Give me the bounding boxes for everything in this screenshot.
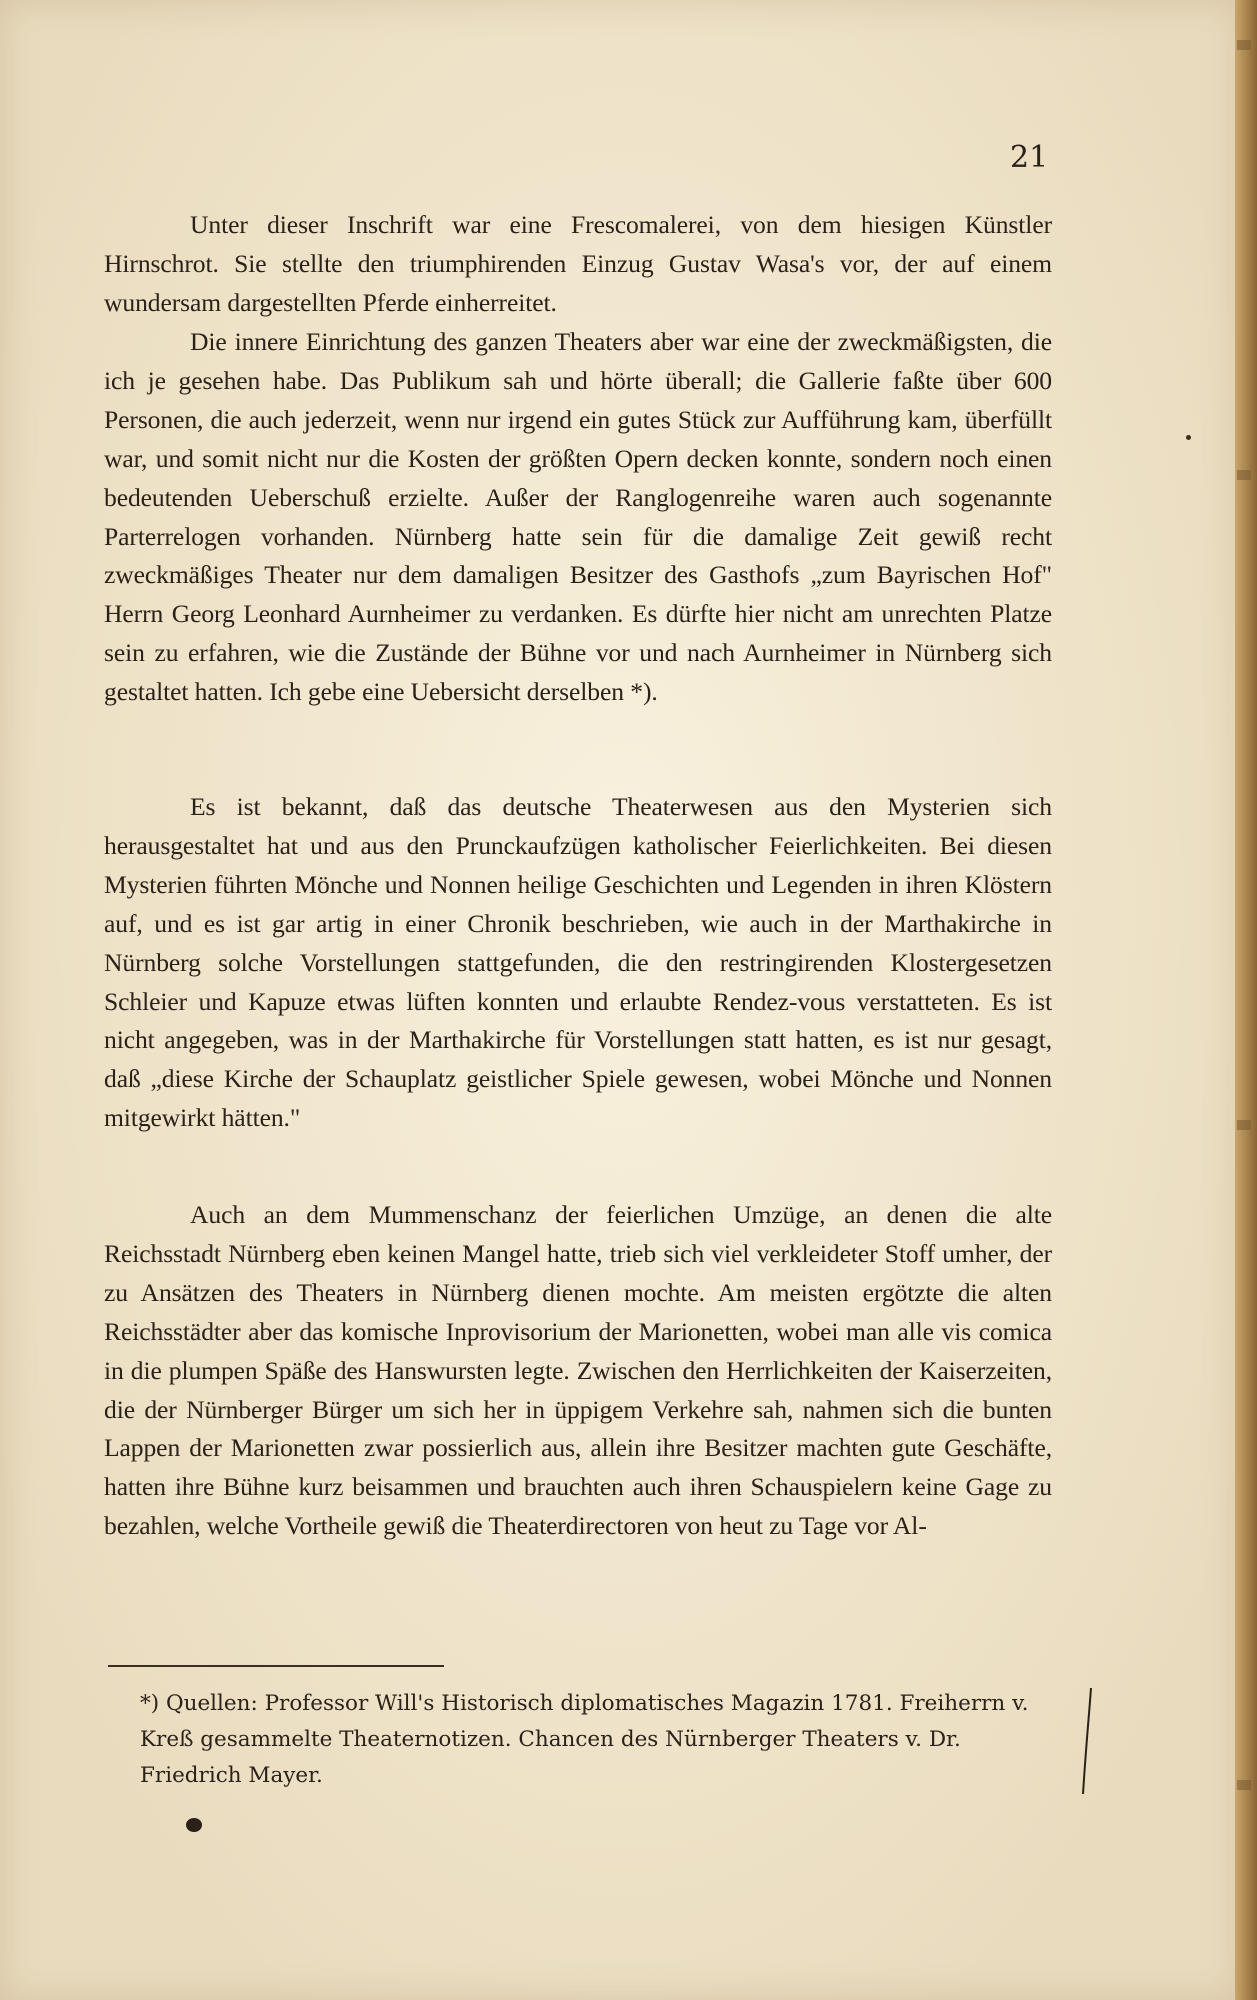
paragraph-1: Unter dieser Inschrift war eine Frescomalerei, von dem hiesigen Künstler Hirnschrot. Sie stellte den triumphirenden Einzug Gustav Wasa's vor, der auf einem wundersam dargestellten Pferde einherreitet. <box>104 210 1052 317</box>
footnote: *) Quellen: Professor Will's Historisch diplomatisches Magazin 1781. Freiherrn v. Kreß gesammelte Theaternotizen. Chancen des Nürnberger Theaters v. Dr. Friedrich Mayer. <box>140 1691 1029 1788</box>
paragraph-4: Auch an dem Mummenschanz der feierlichen Umzüge, an denen die alte Reichsstadt Nürnberg eben keinen Mangel hatte, trieb sich viel verkleideter Stoff umher, der zu Ansätzen des Theaters in Nürnberg dienen mochte. Am meisten ergötzte die alten Reichsstädter aber das komische Inprovisorium der Marionetten, wobei man alle vis comica in die plumpen Späße des Hanswursten legte. Zwischen den Herrlichkeiten der Kaiserzeiten, die der Nürnberger Bürger um sich her in üppigem Verkehre sah, nahmen sich die bunten Lappen der Marionetten zwar possierlich aus, allein ihre Besitzer machten gute Geschäfte, hatten ihre Bühne kurz beisammen und brauchten auch ihren Schauspielern keine Gage zu bezahlen, welche Vortheile gewiß die Theaterdirectoren von heut zu Tage vor Al- <box>104 1200 1052 1541</box>
spine-wear-mark <box>1237 1120 1251 1130</box>
ink-blot <box>186 1818 202 1832</box>
paper-speck <box>1186 435 1191 440</box>
book-spine-edge <box>1235 0 1257 2000</box>
spine-wear-mark <box>1237 40 1251 50</box>
spine-wear-mark <box>1237 1780 1251 1790</box>
paragraph-3: Es ist bekannt, daß das deutsche Theaterwesen aus den Mysterien sich herausgestaltet hat und aus den Prunckaufzügen katholischer Feierlichkeiten. Bei diesen Mysterien führten Mönche und Nonnen heilige Geschichten und Legenden in ihren Klöstern auf, und es ist gar artig in einer Chronik beschrieben, wie auch in der Marthakirche in Nürnberg solche Vorstellungen stattgefunden, die den restringirenden Klostergesetzen Schleier und Kapuze etwas lüften konnten und erlaubte Rendez-vous verstatteten. Es ist nicht angegeben, was in der Marthakirche für Vorstellungen statt hatten, es ist nur gesagt, daß „diese Kirche der Schauplatz geistlicher Spiele gewesen, wobei Mönche und Nonnen mitgewirkt hätten." <box>104 792 1052 1133</box>
footnote-rule <box>108 1665 444 1667</box>
margin-pencil-mark <box>1080 1686 1094 1798</box>
paragraph-2: Die innere Einrichtung des ganzen Theaters aber war eine der zweckmäßigsten, die ich je gesehen habe. Das Publikum sah und hörte überall; die Gallerie faßte über 600 Personen, die auch jederzeit, wenn nur irgend ein gutes Stück zur Aufführung kam, überfüllt war, und somit nicht nur die Kosten der größten Opern decken konnte, sondern noch einen bedeutenden Ueberschuß erzielte. Außer der Ranglogenreihe waren auch sogenannte Parterrelogen vorhanden. Nürnberg hatte sein für die damalige Zeit gewiß recht zweckmäßiges Theater nur dem damaligen Besitzer des Gasthofs „zum Bayrischen Hof" Herrn Georg Leonhard Aurnheimer zu verdanken. Es dürfte hier nicht am unrechten Platze sein zu erfahren, wie die Zustände der Bühne vor und nach Aurnheimer in Nürnberg sich gestaltet hatten. Ich gebe eine Uebersicht derselben *). <box>104 327 1052 707</box>
spine-wear-mark <box>1237 470 1251 480</box>
page-number: 21 <box>1010 140 1049 175</box>
